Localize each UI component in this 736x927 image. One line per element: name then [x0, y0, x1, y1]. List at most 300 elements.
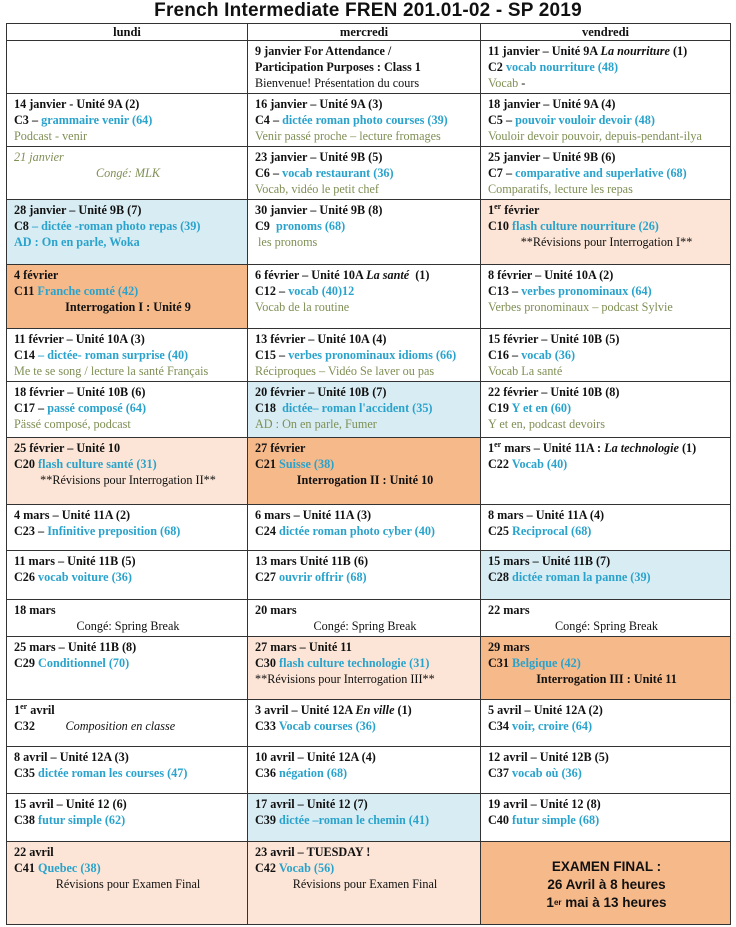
cell-date-line [255, 43, 475, 59]
week-row [7, 329, 731, 382]
day-cell-mercredi [248, 265, 481, 329]
cell-date-line [14, 96, 242, 112]
cell-date-line [488, 440, 725, 456]
cell-text: 8 avril – Unité 12A (3) [14, 750, 129, 764]
cell-date-line [255, 202, 475, 218]
cell-text: 8 mars – Unité 11A (4) [488, 508, 605, 522]
cell-date-line [14, 602, 242, 618]
cell-text-line [488, 618, 725, 634]
cell-text: Me te se song / lecture la santé Français [14, 364, 209, 378]
cell-text-line [14, 472, 242, 488]
week-row [7, 794, 731, 842]
lesson-topic: Vocab courses (36) [278, 719, 376, 733]
lesson-topic: Vocab (56) [278, 861, 335, 875]
cell-text-line [14, 363, 242, 379]
cell-text: 28 janvier – Unité 9B (7) [14, 203, 142, 217]
cell-text: Congé: MLK [96, 166, 160, 180]
cell-date-line [255, 602, 475, 618]
day-cell-mercredi [248, 41, 481, 94]
cell-text: C38 [14, 813, 39, 827]
cell-date-line [488, 602, 725, 618]
cell-date-line [488, 267, 725, 283]
day-cell-vendredi [481, 41, 731, 94]
cell-text: 14 janvier - Unité 9A (2) [14, 97, 140, 111]
cell-text: (1) [678, 441, 697, 455]
cell-text: 15 février – Unité 10B (5) [488, 332, 620, 346]
cell-text: C34 [488, 719, 513, 733]
week-row [7, 438, 731, 505]
cell-date-line [488, 384, 725, 400]
day-cell-mercredi [248, 94, 481, 147]
cell-text-line [488, 128, 725, 144]
day-cell-lundi [7, 329, 248, 382]
lesson-topic: Vocab (40) [511, 457, 568, 471]
lesson-topic: Franche comté (42) [37, 284, 139, 298]
cell-text-line [255, 765, 475, 781]
cell-date-line [255, 384, 475, 400]
cell-text-line [255, 363, 475, 379]
cell-text: EXAMEN FINAL : [551, 859, 662, 874]
cell-text: er [494, 202, 502, 211]
cell-text-line [488, 523, 725, 539]
cell-date-line [488, 858, 725, 876]
cell-text: 27 mars – Unité 11 [255, 640, 352, 654]
cell-text-line [255, 523, 475, 539]
cell-text-line [14, 860, 242, 876]
lesson-topic: – dictée- roman surprise (40) [38, 348, 189, 362]
cell-text: C22 [488, 457, 512, 471]
cell-text: C16 – [488, 348, 522, 362]
cell-text: C6 – [255, 166, 283, 180]
cell-text: 21 janvier [14, 150, 64, 164]
cell-text: C41 [14, 861, 39, 875]
lesson-topic: passé composé (64) [47, 401, 147, 415]
lesson-topic: verbes pronominaux idioms (66) [288, 348, 457, 362]
cell-text: La santé [366, 268, 410, 282]
cell-text: C12 – [255, 284, 289, 298]
cell-text-line [488, 456, 725, 472]
day-cell-mercredi [248, 329, 481, 382]
day-cell-vendredi [481, 147, 731, 200]
cell-date-line [255, 96, 475, 112]
cell-date-line [488, 639, 725, 655]
cell-text-line [255, 165, 475, 181]
day-cell-lundi [7, 600, 248, 637]
column-header-mercredi: mercredi [248, 24, 481, 41]
week-row [7, 147, 731, 200]
cell-text-line [255, 416, 475, 432]
week-row [7, 382, 731, 438]
cell-text-line [255, 472, 475, 488]
cell-text: **Révisions pour Interrogation III** [255, 672, 435, 686]
day-cell-lundi [7, 637, 248, 700]
day-cell-mercredi [248, 794, 481, 842]
cell-text: Révisions pour Examen Final [55, 877, 201, 891]
cell-date-line [14, 507, 242, 523]
cell-text-line [255, 671, 475, 687]
day-cell-lundi [7, 265, 248, 329]
cell-date-line [14, 149, 242, 165]
cell-text: 26 Avril à 8 heures [547, 877, 666, 892]
cell-text: 15 mars – Unité 11B (7) [488, 554, 611, 568]
day-cell-mercredi [248, 747, 481, 794]
cell-text: 11 janvier – Unité 9A [488, 44, 601, 58]
cell-text-line [255, 618, 475, 634]
cell-text-line [488, 299, 725, 315]
cell-date-line [14, 749, 242, 765]
cell-text: C20 [14, 457, 39, 471]
cell-text-line [14, 347, 242, 363]
cell-date-line [14, 267, 242, 283]
cell-text-line [488, 363, 725, 379]
lesson-topic: négation (68) [279, 766, 348, 780]
day-cell-mercredi [248, 842, 481, 925]
day-cell-vendredi [481, 700, 731, 747]
cell-text-line [255, 569, 475, 585]
cell-text: - [518, 76, 526, 90]
cell-text: Pässé composé, podcast [14, 417, 131, 431]
cell-text-line [488, 671, 725, 687]
column-header-vendredi: vendredi [481, 24, 731, 41]
cell-text-line [488, 894, 725, 912]
lesson-topic: flash culture santé (31) [38, 457, 157, 471]
cell-date-line [14, 796, 242, 812]
cell-text: Interrogation II : Unité 10 [296, 473, 434, 487]
cell-text-line [14, 765, 242, 781]
cell-text: C40 [488, 813, 513, 827]
cell-text: C3 – [14, 113, 42, 127]
cell-text: Congé: Spring Break [555, 619, 658, 633]
cell-text: C21 [255, 457, 280, 471]
cell-date-line [255, 796, 475, 812]
day-cell-mercredi [248, 505, 481, 551]
week-row [7, 505, 731, 551]
cell-text: C39 [255, 813, 280, 827]
lesson-topic: ouvrir offrir (68) [279, 570, 367, 584]
cell-text: 13 mars Unité 11B (6) [255, 554, 369, 568]
day-cell-mercredi [248, 637, 481, 700]
cell-text: Venir passé proche – lecture fromages [255, 129, 441, 143]
cell-text: 29 mars [488, 640, 530, 654]
lesson-topic: Infinitive preposition (68) [47, 524, 181, 538]
cell-text: C4 – [255, 113, 283, 127]
cell-text-line [14, 523, 242, 539]
cell-date-line [488, 43, 725, 59]
cell-text: 1 [488, 441, 495, 455]
lesson-topic: vocab voiture (36) [38, 570, 132, 584]
cell-text: (1) [669, 44, 688, 58]
cell-text-line [488, 569, 725, 585]
lesson-topic: futur simple (62) [38, 813, 126, 827]
week-row [7, 747, 731, 794]
cell-text-line [14, 400, 242, 416]
cell-date-line [255, 507, 475, 523]
cell-text: 17 avril – Unité 12 (7) [255, 797, 368, 811]
cell-text: C32 [14, 719, 66, 733]
cell-text: **Révisions pour Interrogation II** [40, 473, 216, 487]
cell-text: 10 avril – Unité 12A (4) [255, 750, 376, 764]
cell-date-line [488, 96, 725, 112]
lesson-topic: – dictée -roman photo repas (39) [31, 219, 201, 233]
cell-date-line [488, 796, 725, 812]
cell-date-line [488, 331, 725, 347]
cell-text-line [488, 112, 725, 128]
cell-text: er [553, 898, 562, 907]
cell-text: 19 avril – Unité 12 (8) [488, 797, 601, 811]
lesson-topic: flash culture technologie (31) [279, 656, 430, 670]
day-cell-vendredi [481, 842, 731, 925]
day-cell-lundi [7, 94, 248, 147]
cell-text: C28 [488, 570, 513, 584]
day-cell-lundi [7, 794, 248, 842]
cell-text: 18 mars [14, 603, 56, 617]
cell-text: 20 février – Unité 10B (7) [255, 385, 387, 399]
cell-text: C7 – [488, 166, 516, 180]
cell-text: 25 février – Unité 10 [14, 441, 121, 455]
cell-text: mai à 13 heures [561, 895, 667, 910]
cell-date-line [488, 749, 725, 765]
lesson-topic: Belgique (42) [512, 656, 581, 670]
day-cell-lundi [7, 505, 248, 551]
lesson-topic: dictée –roman le chemin (41) [279, 813, 430, 827]
cell-text: (1) [394, 703, 412, 717]
cell-date-line [255, 553, 475, 569]
cell-text-line [488, 218, 725, 234]
cell-text: les pronoms [255, 235, 318, 249]
cell-date-line [14, 331, 242, 347]
cell-text: 3 avril – Unité 12A [255, 703, 356, 717]
week-row [7, 600, 731, 637]
schedule-body [7, 41, 731, 925]
cell-text: (1) [409, 268, 430, 282]
cell-text: Interrogation III : Unité 11 [536, 672, 677, 686]
week-row [7, 551, 731, 600]
column-header-lundi: lundi [7, 24, 248, 41]
cell-text: Congé: Spring Break [313, 619, 417, 633]
cell-date-line [14, 440, 242, 456]
day-cell-mercredi [248, 438, 481, 505]
day-cell-lundi [7, 438, 248, 505]
cell-text: C10 [488, 219, 513, 233]
day-cell-vendredi [481, 600, 731, 637]
lesson-topic: AD : On en parle, Woka [14, 235, 140, 249]
cell-text-line [14, 718, 242, 734]
cell-text: Vocab, vidéo le petit chef [255, 182, 379, 196]
cell-text-line [488, 75, 725, 91]
lesson-topic: vocab (40)12 [288, 284, 355, 298]
cell-text-line [488, 283, 725, 299]
day-cell-vendredi [481, 747, 731, 794]
cell-text: Révisions pour Examen Final [292, 877, 438, 891]
cell-text: 22 février – Unité 10B (8) [488, 385, 620, 399]
cell-text-line [488, 876, 725, 894]
cell-text-line [488, 416, 725, 432]
lesson-topic: dictée roman les courses (47) [38, 766, 188, 780]
cell-text: C11 [14, 284, 38, 298]
cell-text: C14 [14, 348, 39, 362]
cell-text: 9 janvier For Attendance / [255, 44, 392, 58]
cell-text: C17 – [14, 401, 48, 415]
cell-text-line [14, 416, 242, 432]
cell-text-line [14, 128, 242, 144]
cell-date-line [14, 202, 242, 218]
cell-text: C30 [255, 656, 280, 670]
cell-text: C23 – [14, 524, 48, 538]
cell-text: 27 février [255, 441, 306, 455]
day-cell-vendredi [481, 329, 731, 382]
cell-text: 23 janvier – Unité 9B (5) [255, 150, 383, 164]
cell-text: Vouloir devoir pouvoir, depuis-pendant-ilya [488, 129, 702, 143]
cell-text: C5 – [488, 113, 516, 127]
week-row [7, 200, 731, 265]
cell-date-line [255, 639, 475, 655]
cell-date-line [14, 844, 242, 860]
lesson-topic: dictée roman la panne (39) [512, 570, 651, 584]
cell-text: La technologie [604, 441, 679, 455]
cell-date-line [255, 702, 475, 718]
cell-date-line [488, 702, 725, 718]
day-cell-vendredi [481, 94, 731, 147]
cell-text: 23 avril – TUESDAY ! [255, 845, 371, 859]
cell-text-line [255, 860, 475, 876]
cell-text: 20 mars [255, 603, 297, 617]
day-cell-vendredi [481, 382, 731, 438]
cell-text-line [255, 283, 475, 299]
day-cell-lundi [7, 382, 248, 438]
day-cell-vendredi [481, 637, 731, 700]
day-cell-lundi [7, 200, 248, 265]
cell-text: 4 février [14, 268, 59, 282]
cell-text: Bienvenue! Présentation du cours [255, 76, 420, 90]
cell-text-line [255, 112, 475, 128]
cell-text-line [255, 876, 475, 892]
cell-text: avril [27, 703, 55, 717]
lesson-topic: pronoms (68) [276, 219, 346, 233]
cell-date-line [255, 440, 475, 456]
cell-text-line [488, 812, 725, 828]
week-row [7, 842, 731, 925]
cell-text-line [488, 165, 725, 181]
day-cell-vendredi [481, 794, 731, 842]
cell-text-line [255, 812, 475, 828]
day-cell-lundi [7, 842, 248, 925]
cell-text-line [14, 165, 242, 181]
lesson-topic: futur simple (68) [512, 813, 600, 827]
day-cell-mercredi [248, 551, 481, 600]
lesson-topic: grammaire venir (64) [41, 113, 153, 127]
cell-text: C37 [488, 766, 513, 780]
cell-text: 11 février – Unité 10A (3) [14, 332, 145, 346]
cell-text-line [14, 812, 242, 828]
cell-text: 11 mars – Unité 11B (5) [14, 554, 136, 568]
cell-text-line [488, 765, 725, 781]
cell-text: 18 janvier – Unité 9A (4) [488, 97, 616, 111]
cell-text: 25 janvier – Unité 9B (6) [488, 150, 616, 164]
cell-text: C29 [14, 656, 39, 670]
cell-text-line [255, 456, 475, 472]
week-row [7, 94, 731, 147]
cell-text-line [14, 618, 242, 634]
cell-text-line [14, 655, 242, 671]
day-cell-lundi [7, 747, 248, 794]
lesson-topic: Y et en (60) [511, 401, 572, 415]
cell-text-line [255, 234, 475, 250]
cell-text: 4 mars – Unité 11A (2) [14, 508, 131, 522]
lesson-topic: dictée roman photo courses (39) [282, 113, 448, 127]
cell-text-line [255, 655, 475, 671]
cell-date-line [488, 202, 725, 218]
cell-text: Comparatifs, lecture les repas [488, 182, 633, 196]
cell-text: 30 janvier – Unité 9B (8) [255, 203, 383, 217]
cell-date-line [255, 267, 475, 283]
cell-text: Podcast - venir [14, 129, 88, 143]
header-row [7, 24, 731, 41]
cell-text: C9 [255, 219, 276, 233]
cell-text: Y et en, podcast devoirs [488, 417, 605, 431]
cell-text: er [494, 440, 502, 449]
week-row [7, 700, 731, 747]
cell-text-line [255, 347, 475, 363]
schedule-table [6, 23, 731, 925]
cell-text-line [14, 234, 242, 250]
cell-text-line [255, 218, 475, 234]
cell-text-line [488, 718, 725, 734]
cell-text: 15 avril – Unité 12 (6) [14, 797, 127, 811]
cell-text: Vocab La santé [488, 364, 563, 378]
cell-text: er [20, 702, 28, 711]
lesson-topic: vocab (36) [521, 348, 576, 362]
cell-text-line [14, 299, 242, 315]
cell-text: C13 – [488, 284, 522, 298]
cell-text: C33 [255, 719, 279, 733]
cell-text: C19 [488, 401, 512, 415]
cell-text: C25 [488, 524, 513, 538]
cell-text-line [14, 218, 242, 234]
cell-text: Verbes pronominaux – podcast Sylvie [488, 300, 673, 314]
cell-text: Interrogation I : Unité 9 [65, 300, 191, 314]
lesson-topic: Reciprocal (68) [512, 524, 592, 538]
cell-text: 13 février – Unité 10A (4) [255, 332, 387, 346]
cell-date-line [14, 384, 242, 400]
cell-text-line [255, 75, 475, 91]
day-cell-mercredi [248, 382, 481, 438]
cell-text: C42 [255, 861, 279, 875]
cell-text: 22 avril [14, 845, 54, 859]
cell-text: C35 [14, 766, 39, 780]
cell-date-line [255, 844, 475, 860]
cell-text: C15 – [255, 348, 289, 362]
cell-text: 1 [488, 203, 495, 217]
cell-date-line [14, 553, 242, 569]
day-cell-lundi [7, 700, 248, 747]
week-row [7, 265, 731, 329]
cell-text: mars – Unité 11A : [501, 441, 605, 455]
week-row [7, 637, 731, 700]
cell-text-line [488, 347, 725, 363]
cell-text: C31 [488, 656, 513, 670]
cell-date-line [488, 507, 725, 523]
day-cell-vendredi [481, 265, 731, 329]
cell-text: 1 [546, 895, 554, 910]
cell-text: 5 avril – Unité 12A (2) [488, 703, 603, 717]
cell-text: C2 [488, 60, 506, 74]
cell-date-line [488, 553, 725, 569]
cell-date-line [255, 331, 475, 347]
cell-text: 22 mars [488, 603, 530, 617]
cell-text: 1 [14, 703, 21, 717]
cell-text: C8 [14, 219, 32, 233]
cell-text: Réciproques – Vidéo Se laver ou pas [255, 364, 435, 378]
